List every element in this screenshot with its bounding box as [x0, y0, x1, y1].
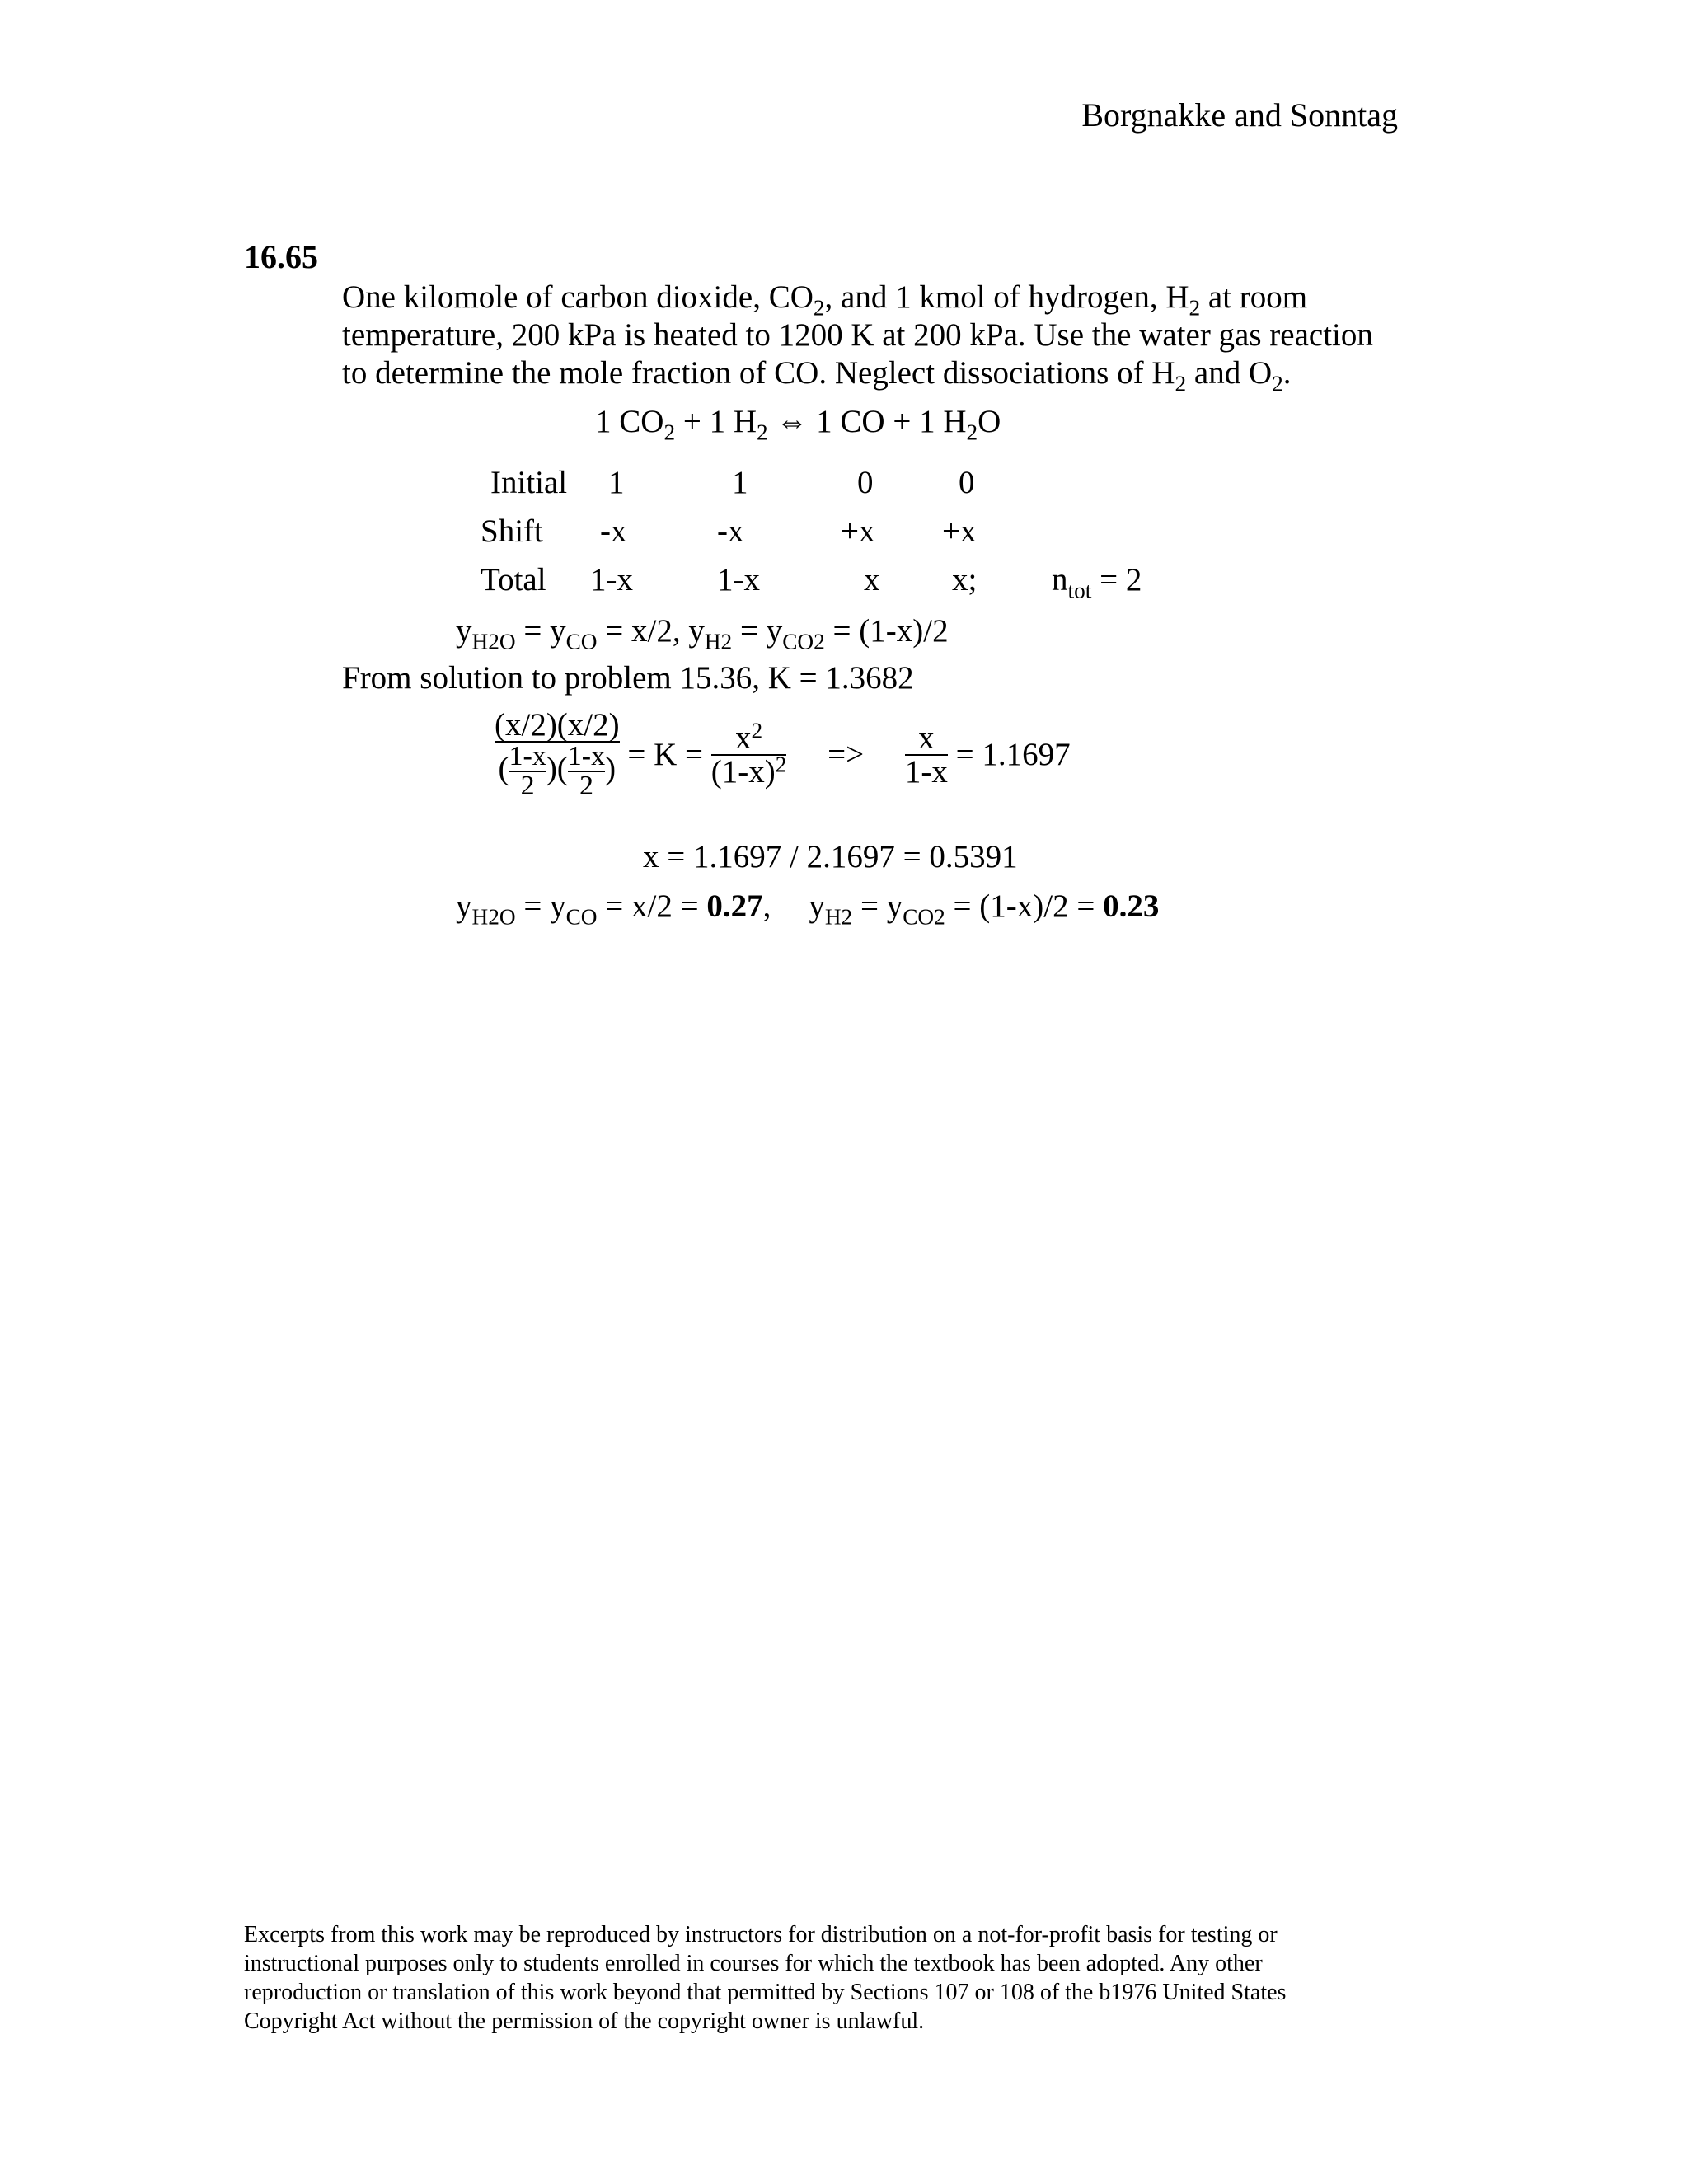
- page-header-authors: Borgnakke and Sonntag: [1081, 96, 1398, 134]
- fraction-k: $\frac{x^2}{(1-x)^2}$: [710, 718, 787, 790]
- table-cell: x;: [952, 562, 978, 598]
- row-label-shift: Shift: [481, 513, 543, 549]
- mole-fraction-expressions: $y_{H2O} = y_{CO} = x/2$, $y_{H2} = y_{CO2} = (1-x)/2$: [456, 613, 949, 654]
- row-label-total: Total: [481, 562, 546, 598]
- ntot-label: $n_{tot} = 2$: [1052, 562, 1142, 603]
- table-cell: -x: [600, 513, 627, 549]
- from-solution-line: From solution to problem 15.36, K = 1.3682: [342, 660, 914, 696]
- fraction-lhs: (x/2)(x/2) ( $\frac{1-x}{2}$ )( $\frac{1-x}{2}$ ): [495, 707, 620, 801]
- table-cell: 1: [732, 465, 748, 500]
- statement-line-2: temperature, 200 kPa is heated to 1200 K at 200 kPa. Use the water gas reaction: [342, 317, 1373, 353]
- table-cell: -x: [717, 513, 744, 549]
- statement-line-3: to determine the mole fraction of CO. Neglect dissociations of $H_2$ and $O_2$.: [342, 355, 1292, 396]
- table-cell: +x: [942, 513, 977, 549]
- reaction-equation: 1 $CO_2 + 1$ $H_2$ ⇔ 1 CO + 1 $H_2O$: [595, 404, 1001, 445]
- table-cell: 0: [959, 465, 975, 500]
- table-cell: x: [864, 562, 880, 598]
- problem-statement: [342, 279, 1430, 396]
- final-mole-fractions: $y_{H2O} = y_{CO} = x/2 = 0.27$, $y_{H2} = y_{CO2} = (1-x)/2 = 0.23$: [456, 888, 1160, 930]
- statement-line-1: One kilomole of carbon dioxide, $CO_2$, and 1 kmol of hydrogen, $H_2$ at room: [342, 279, 1308, 321]
- row-label-initial: Initial: [490, 465, 568, 500]
- equilibrium-equation: (x/2)(x/2) ( $\frac{1-x}{2}$ )( $\frac{1-x}{2}$ ) = K = $\frac{x^2}{(1-x)^2}$ => $\frac{x}{1-x}$ = 1.1697: [495, 707, 1071, 801]
- table-cell: 1-x: [590, 562, 633, 598]
- table-cell: 0: [857, 465, 874, 500]
- problem-number: 16.65: [244, 238, 318, 275]
- x-solution: x = 1.1697 / 2.1697 = 0.5391: [643, 839, 1018, 874]
- table-cell: +x: [841, 513, 875, 549]
- fraction-ratio: $\frac{x}{1-x}$: [904, 719, 948, 790]
- table-cell: 1: [608, 465, 625, 500]
- table-cell: 1-x: [717, 562, 760, 598]
- copyright-footer: Excerpts from this work may be reproduced by instructors for distribution on a not-for-profit basis for testing or instructional purposes only to students enrolled in courses for which the textbook has been adopted. Any other reproduction or translation of this work beyond that permitted by Sections 107 or 108 of the b1976 United States Copyright Act without the permission of the copyright owner is unlawful.: [244, 1922, 1287, 2034]
